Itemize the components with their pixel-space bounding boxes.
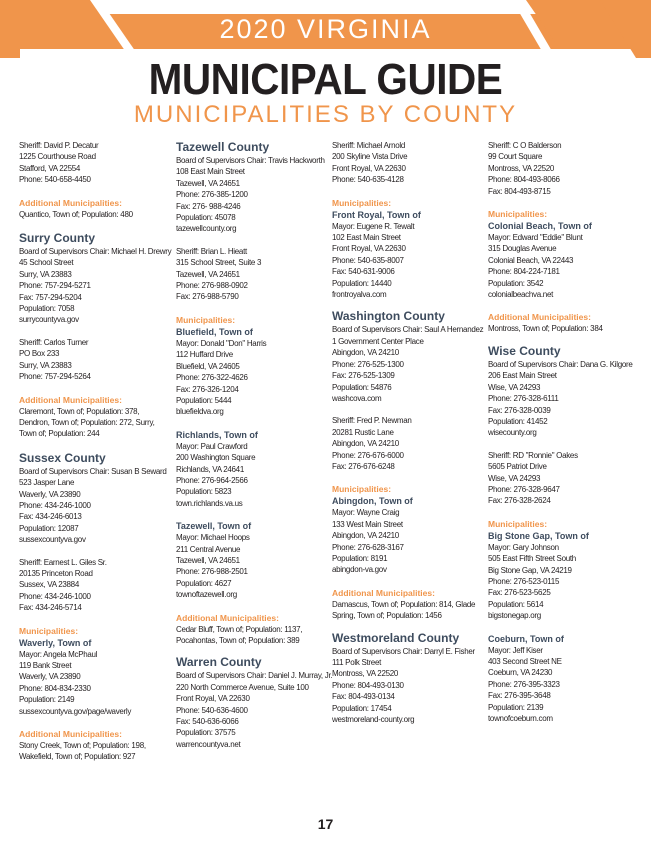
text-line: Phone: 276-628-3167 [332,542,404,552]
text-line: Board of Supervisors Chair: Michael H. Drewry [19,247,172,257]
text-line: Population: 2139 [488,702,544,712]
text-line: Richlands, VA 24641 [176,464,244,474]
text-line: Fax: 276- 988-4246 [176,201,241,211]
text-line: 1 Government Center Place [332,336,424,346]
text-line: 315 School Street, Suite 3 [176,258,262,268]
section-heading: Additional Municipalities: [19,729,122,740]
text-line: Phone: 276-523-0115 [488,576,560,586]
text-line: Mayor: Donald "Don" Harris [176,338,267,348]
section-heading: Additional Municipalities: [176,612,279,623]
text-line: Population: 8191 [332,553,388,563]
text-line: 200 Skyline Vista Drive [332,152,408,162]
section-heading: Additional Municipalities: [332,587,435,598]
text-line: Fax: 276-988-5790 [176,292,239,302]
text-line: Fax: 434-246-5714 [19,603,82,613]
text-line: Mayor: Edward "Eddie" Blunt [488,233,583,243]
county-name: Sussex County [19,450,106,465]
page-number: 17 [317,816,334,832]
text-line: 108 East Main Street [176,167,245,177]
column-2 [176,140,333,750]
county-name: Westmoreland County [332,630,460,645]
text-line: Abingdon, VA 24210 [332,531,399,541]
text-line: Mayor: Paul Crawford [176,441,248,451]
text-line: Phone: 804-493-0130 [332,680,404,690]
text-line: Phone: 434-246-1000 [19,591,91,601]
text-line: surrycountyva.gov [19,315,79,325]
text-line: Phone: 276-676-6000 [332,450,404,460]
text-line: 200 Washington Square [176,453,256,463]
municipality-name: Front Royal, Town of [332,209,421,220]
text-line: Claremont, Town of; Population: 378, Dendron, Town of; Population: 272, Surry, Town of; Population: 244 [19,406,155,439]
text-line: townoftazewell.org [176,590,237,600]
section-heading: Additional Municipalities: [19,197,122,208]
municipality-name: Bluefield, Town of [176,326,253,337]
text-line: 133 West Main Street [332,519,403,529]
municipality-name: Richlands, Town of [176,429,258,440]
text-line: Population: 4627 [176,578,232,588]
text-line: wisecounty.org [488,428,537,438]
text-line: Sussex, VA 23884 [19,580,79,590]
text-line: Sheriff: C O Balderson [488,141,562,150]
text-line: Sheriff: Earnest L. Giles Sr. [19,557,107,567]
text-line: bluefieldva.org [176,407,224,417]
text-line: Population: 12087 [19,523,79,533]
text-line: Phone: 540-658-4450 [19,175,91,185]
text-line: Population: 3542 [488,278,544,288]
text-line: washcova.com [332,393,382,403]
text-line: Mayor: Eugene R. Tewalt [332,221,415,231]
text-line: Coeburn, VA 24230 [488,668,553,678]
text-line: Population: 5614 [488,599,544,609]
column-3 [332,140,482,725]
section-heading: Municipalities: [488,209,548,220]
section-heading: Additional Municipalities: [19,394,122,405]
page-title: MUNICIPAL GUIDE [148,55,503,104]
text-line: Phone: 540-636-4600 [176,705,248,715]
text-line: Population: 54876 [332,382,392,392]
text-line: 403 Second Street NE [488,657,562,666]
text-line: Fax: 276-328-0039 [488,405,551,415]
section-heading: Municipalities: [176,314,236,325]
text-line: 315 Douglas Avenue [488,244,557,254]
section-heading: Municipalities: [332,484,392,495]
text-line: Montross, VA 22520 [332,669,399,679]
text-line: 5605 Patriot Drive [488,462,547,472]
text-line: Tazewell, VA 24651 [176,178,240,188]
text-line: Mayor: Angela McPhaul [19,649,98,659]
text-line: Population: 17454 [332,703,392,713]
text-line: 20135 Princeton Road [19,568,93,578]
text-line: Fax: 276-326-1204 [176,384,239,394]
text-line: bigstonegap.org [488,611,541,621]
section-heading: Municipalities: [332,197,392,208]
text-line: 505 East Fifth Street South [488,554,576,564]
text-line: westmoreland-county.org [332,715,415,725]
text-line: Board of Supervisors Chair: Susan B Seward [19,466,167,476]
text-line: warrencountyva.net [176,739,241,749]
text-line: Fax: 540-631-9006 [332,267,395,277]
text-line: 99 Court Square [488,152,543,162]
text-line: Phone: 276-328-9647 [488,484,560,494]
text-line: Front Royal, VA 22630 [332,163,406,173]
text-line: Sheriff: Brian L. Hieatt [176,246,247,256]
municipality-name: Big Stone Gap, Town of [488,530,589,541]
text-line: Sheriff: RD "Ronnie" Oakes [488,450,578,460]
text-line: abingdon-va.gov [332,565,387,575]
text-line: 111 Polk Street [332,658,382,667]
municipality-name: Waverly, Town of [19,637,92,648]
text-line: Abingdon, VA 24210 [332,439,399,449]
section-heading: Municipalities: [19,625,79,636]
text-line: 523 Jasper Lane [19,478,75,488]
column-4 [488,140,638,724]
county-name: Warren County [176,655,262,670]
text-line: Phone: 276-385-1200 [176,190,248,200]
text-line: Population: 37575 [176,728,236,738]
text-line: 112 Huffard Drive [176,350,233,360]
municipality-name: Abingdon, Town of [332,496,413,507]
text-line: Stafford, VA 22554 [19,163,81,173]
text-line: Population: 41452 [488,416,548,426]
text-line: Mayor: Wayne Craig [332,508,400,518]
section-heading: Additional Municipalities: [488,312,591,323]
text-line: Fax: 434-246-6013 [19,512,82,522]
text-line: Phone: 276-328-6111 [488,394,559,404]
text-line: Mayor: Michael Hoops [176,533,250,543]
text-line: Mayor: Jeff Kiser [488,645,543,655]
text-line: Big Stone Gap, VA 24219 [488,565,572,575]
text-line: Cedar Bluff, Town of; Population: 1137, Pocahontas, Town of; Population: 389 [176,624,303,645]
text-line: Board of Supervisors Chair: Saul A Hernandez [332,325,484,335]
text-line: Front Royal, VA 22630 [176,694,250,704]
county-name: Washington County [332,309,445,324]
text-line: Phone: 540-635-4128 [332,175,404,185]
text-line: 1225 Courthouse Road [19,152,96,162]
text-line: Phone: 757-294-5271 [19,281,91,291]
text-line: Phone: 540-635-8007 [332,255,404,265]
page-subtitle: MUNICIPALITIES BY COUNTY [133,101,518,128]
header-banner [0,0,651,58]
text-line: Surry, VA 23883 [19,360,72,370]
text-line: Population: 7058 [19,304,75,314]
text-line: Waverly, VA 23890 [19,672,81,682]
text-line: Colonial Beach, VA 22443 [488,255,574,265]
text-line: Board of Supervisors Chair: Darryl E. Fisher [332,646,475,656]
text-line: PO Box 233 [19,349,60,359]
text-line: 45 School Street [19,258,74,268]
text-line: Board of Supervisors Chair: Daniel J. Murray, Jr. [176,671,333,681]
municipality-name: Tazewell, Town of [176,521,252,532]
text-line: sussexcountyva.gov [19,535,86,545]
text-line: tazewellcounty.org [176,224,237,234]
text-line: Fax: 276-523-5625 [488,588,551,598]
text-line: Phone: 276-988-2501 [176,567,248,577]
text-line: Phone: 434-246-1000 [19,500,91,510]
text-line: Fax: 804-493-0134 [332,692,395,702]
text-line: Stony Creek, Town of; Population: 198, Wakefield, Town of; Population: 927 [19,741,146,762]
text-line: Waverly, VA 23890 [19,489,81,499]
text-line: 102 East Main Street [332,233,401,243]
text-line: Fax: 276-676-6248 [332,461,395,471]
text-line: frontroyalva.com [332,290,387,300]
text-line: Abingdon, VA 24210 [332,348,399,358]
text-line: sussexcountyva.gov/page/waverly [19,706,132,716]
text-line: Tazewell, VA 24651 [176,555,240,565]
text-line: Phone: 804-493-8066 [488,175,560,185]
text-line: Montross, VA 22520 [488,163,555,173]
text-line: Board of Supervisors Chair: Dana G. Kilgore [488,359,633,369]
text-line: Phone: 276-525-1300 [332,359,404,369]
text-line: Population: 2149 [19,695,75,705]
text-line: 119 Bank Street [19,661,72,670]
text-line: Surry, VA 23883 [19,269,72,279]
text-line: 206 East Main Street [488,371,557,381]
text-line: Bluefield, VA 24605 [176,361,240,371]
text-line: Phone: 276-395-3323 [488,679,560,689]
county-name: Surry County [19,231,96,246]
text-line: 220 North Commerce Avenue, Suite 100 [176,682,309,692]
text-line: Fax: 276-525-1309 [332,371,395,381]
section-heading: Municipalities: [488,518,548,529]
text-line: Wise, VA 24293 [488,473,541,483]
text-line: Wise, VA 24293 [488,382,541,392]
text-line: Phone: 804-834-2330 [19,683,91,693]
text-line: Population: 45078 [176,213,236,223]
text-line: Quantico, Town of; Population: 480 [19,209,133,219]
text-line: 211 Central Avenue [176,544,241,554]
text-line: Fax: 276-395-3648 [488,691,551,701]
text-line: townofcoeburn.com [488,714,553,724]
text-line: town.richlands.va.us [176,498,243,508]
text-line: Population: 14440 [332,278,392,288]
text-line: Montross, Town of; Population: 384 [488,324,603,334]
text-line: Board of Supervisors Chair: Travis Hackworth [176,156,325,165]
text-line: Phone: 276-988-0902 [176,281,248,291]
text-line: Phone: 804-224-7181 [488,267,560,277]
municipality-name: Coeburn, Town of [488,633,564,644]
text-line: Sheriff: Fred P. Newman [332,416,412,426]
text-line: Sheriff: David P. Decatur [19,141,99,150]
text-line: Fax: 276-328-2624 [488,496,551,506]
text-line: Sheriff: Michael Arnold [332,141,405,150]
county-name: Wise County [488,343,561,358]
text-line: Fax: 804-493-8715 [488,186,551,196]
text-line: Phone: 276-322-4626 [176,373,248,383]
text-line: Tazewell, VA 24651 [176,269,240,279]
text-line: Fax: 757-294-5204 [19,292,82,302]
text-line: Population: 5823 [176,487,232,497]
text-line: Population: 5444 [176,395,232,405]
text-line: Sheriff: Carlos Turner [19,337,89,347]
municipality-name: Colonial Beach, Town of [488,221,592,232]
text-line: Phone: 276-964-2566 [176,475,248,485]
text-line: Mayor: Gary Johnson [488,542,559,552]
text-line: Fax: 540-636-6066 [176,717,239,727]
text-line: Front Royal, VA 22630 [332,244,406,254]
text-line: Damascus, Town of; Population: 814, Glade Spring, Town of; Population: 1456 [332,599,476,621]
text-line: 20281 Rustic Lane [332,427,394,437]
sheriff-block [19,140,169,186]
text-line: colonialbeachva.net [488,290,554,300]
banner-title: 2020 VIRGINIA [219,14,432,44]
text-line: Phone: 757-294-5264 [19,372,91,382]
column-1 [19,140,172,763]
county-name: Tazewell County [176,140,270,154]
